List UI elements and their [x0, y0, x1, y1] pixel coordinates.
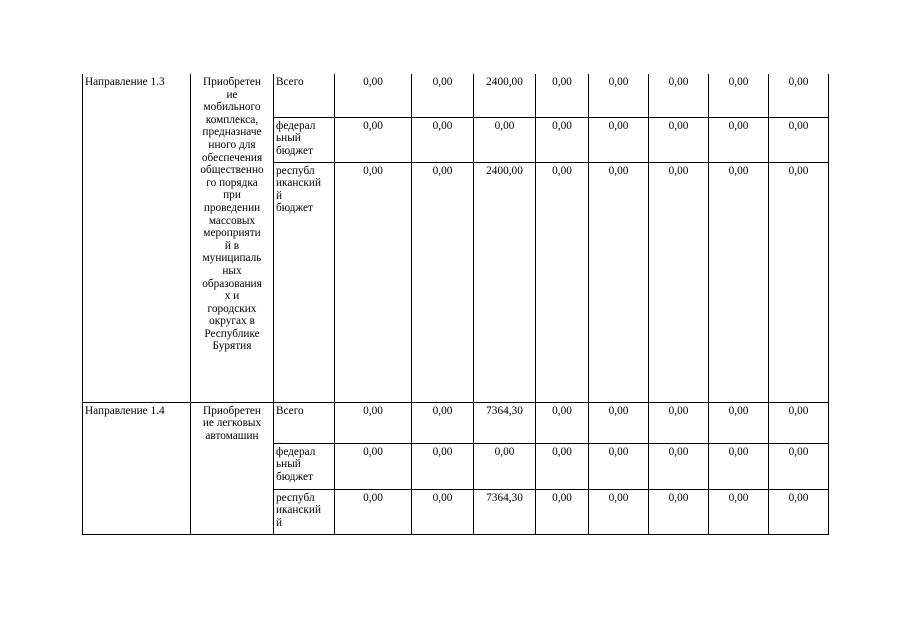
- text-line: федерал: [276, 119, 316, 132]
- direction-cell: Направление 1.3: [83, 74, 191, 402]
- text-line: Приобретен: [203, 76, 261, 88]
- text-line: автомашин: [205, 429, 259, 442]
- value-cell: 2400,00: [474, 162, 536, 402]
- text-line: Всего: [276, 76, 304, 88]
- text-line: го порядка: [206, 176, 258, 189]
- value-cell: 0,00: [649, 117, 709, 162]
- text-line: Всего: [276, 404, 304, 417]
- value-cell: 0,00: [335, 117, 412, 162]
- text-line: мероприяти: [203, 227, 261, 240]
- text-line: Бурятия: [212, 340, 252, 353]
- value-cell: 0,00: [536, 489, 589, 534]
- table-row: [83, 74, 829, 117]
- value-cell: 0,00: [649, 74, 709, 117]
- value-cell: 0,00: [769, 443, 829, 489]
- text-line: муниципаль: [202, 252, 262, 265]
- text-line: предназначе: [202, 126, 262, 139]
- text-line: республ: [276, 491, 315, 504]
- value-cell: 0,00: [649, 162, 709, 402]
- value-cell: 0,00: [769, 489, 829, 534]
- funding-source-cell: [274, 162, 335, 402]
- value-cell: 0,00: [709, 489, 769, 534]
- value-cell: 2400,00: [474, 74, 536, 117]
- value-cell: 0,00: [589, 402, 649, 443]
- text-line: обеспечения: [201, 151, 263, 164]
- value-cell: 7364,30: [474, 489, 536, 534]
- value-cell: 0,00: [589, 117, 649, 162]
- budget-table: [82, 74, 829, 535]
- text-line: округах в: [209, 315, 255, 328]
- value-cell: 0,00: [412, 162, 474, 402]
- value-cell: 0,00: [335, 489, 412, 534]
- value-cell: 0,00: [536, 74, 589, 117]
- text-line: ие легковых: [202, 417, 262, 430]
- text-line: й в: [224, 239, 240, 252]
- text-line: ьный: [276, 458, 301, 471]
- value-cell: 0,00: [412, 117, 474, 162]
- value-cell: 0,00: [649, 489, 709, 534]
- text-line: й: [276, 516, 283, 529]
- value-cell: 0,00: [536, 443, 589, 489]
- text-line: массовых: [208, 214, 256, 227]
- text-line: общественно: [200, 164, 264, 177]
- value-cell: 0,00: [474, 443, 536, 489]
- value-cell: 0,00: [649, 402, 709, 443]
- value-cell: 0,00: [709, 443, 769, 489]
- value-cell: 0,00: [589, 489, 649, 534]
- text-line: республ: [276, 164, 315, 177]
- text-line: Республике: [204, 327, 260, 340]
- value-cell: 7364,30: [474, 402, 536, 443]
- text-line: бюджет: [276, 470, 313, 483]
- text-line: федерал: [276, 445, 316, 458]
- funding-source-cell: [274, 443, 335, 489]
- funding-source-cell: [274, 489, 335, 534]
- value-cell: 0,00: [412, 489, 474, 534]
- text-line: Приобретен: [203, 404, 261, 417]
- text-line: нного для: [208, 138, 256, 151]
- value-cell: 0,00: [709, 74, 769, 117]
- value-cell: 0,00: [536, 402, 589, 443]
- text-line: иканский: [276, 504, 322, 517]
- value-cell: 0,00: [536, 162, 589, 402]
- text-line: иканский: [276, 177, 322, 190]
- value-cell: 0,00: [412, 402, 474, 443]
- direction-cell: Направление 1.4: [83, 402, 191, 534]
- value-cell: 0,00: [335, 74, 412, 117]
- text-line: ьный: [276, 132, 301, 145]
- text-line: городских: [207, 302, 257, 315]
- value-cell: 0,00: [474, 117, 536, 162]
- value-cell: 0,00: [649, 443, 709, 489]
- funding-source-cell: [274, 402, 335, 443]
- text-line: комплекса,: [205, 113, 259, 126]
- measure-name-cell: [191, 402, 274, 534]
- value-cell: 0,00: [769, 162, 829, 402]
- text-line: бюджет: [276, 144, 313, 157]
- value-cell: 0,00: [335, 162, 412, 402]
- value-cell: 0,00: [709, 402, 769, 443]
- value-cell: 0,00: [412, 443, 474, 489]
- value-cell: 0,00: [412, 74, 474, 117]
- funding-source-cell: [274, 74, 335, 117]
- text-line: проведении: [203, 201, 261, 214]
- value-cell: 0,00: [709, 162, 769, 402]
- text-line: при: [223, 189, 241, 202]
- value-cell: 0,00: [589, 443, 649, 489]
- value-cell: 0,00: [335, 402, 412, 443]
- table-row: [83, 402, 829, 443]
- value-cell: 0,00: [709, 117, 769, 162]
- value-cell: 0,00: [769, 402, 829, 443]
- text-line: ных: [222, 264, 242, 277]
- measure-name-cell: [191, 74, 274, 402]
- text-line: х и: [224, 290, 240, 303]
- text-line: й: [276, 189, 283, 202]
- value-cell: 0,00: [536, 117, 589, 162]
- value-cell: 0,00: [769, 117, 829, 162]
- text-line: ие: [226, 88, 238, 101]
- value-cell: 0,00: [335, 443, 412, 489]
- value-cell: 0,00: [769, 74, 829, 117]
- text-line: мобильного: [203, 101, 261, 114]
- value-cell: 0,00: [589, 74, 649, 117]
- value-cell: 0,00: [589, 162, 649, 402]
- funding-source-cell: [274, 117, 335, 162]
- text-line: бюджет: [276, 202, 313, 215]
- text-line: образования: [202, 277, 262, 290]
